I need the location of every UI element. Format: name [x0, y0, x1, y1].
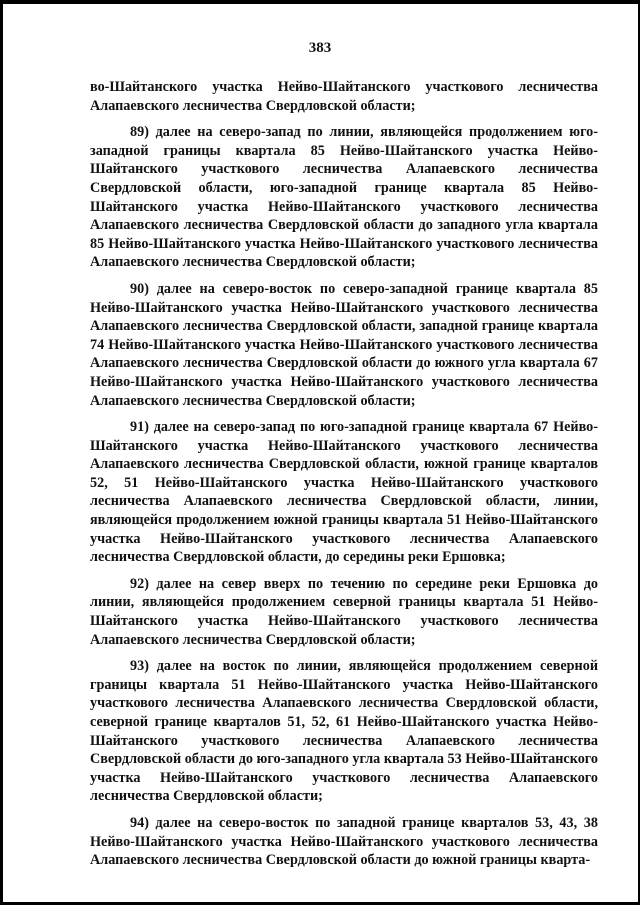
page-number: 383	[308, 40, 332, 56]
paragraph-item-93: 93) далее на восток по линии, являющейся продолжением северной границы квартала 51 Нейво-Шайтанского участка Нейво-Шайтанского участкового лесничества Алапаевского лесничества Свердловской области, северной границе кварталов 51, 52, 61 Нейво-Шайтанского участка Нейво-Шайтанского участкового лесничества Алапаевского лесничества Свердловской области до юго-западного угла квартала 53 Нейво-Шайтанского участка Нейво-Шайтанского участкового лесничества Алапаевского лесничества Свердловской области;	[90, 658, 598, 805]
document-body	[90, 78, 598, 878]
paragraph-item-94: 94) далее на северо-восток по западной границе кварталов 53, 43, 38 Нейво-Шайтанского участка Нейво-Шайтанского участкового лесничества Алапаевского лесничества Свердловской области до южной границы кварта-	[90, 814, 598, 869]
paragraph-item-91: 91) далее на северо-запад по юго-западной границе квартала 67 Нейво-Шайтанского участка Нейво-Шайтанского участкового лесничества Алапаевского лесничества Свердловской области, южной границе кварталов 52, 51 Нейво-Шайтанского участка Нейво-Шайтанского участкового лесничества Алапаевского лесничества Свердловской области, линии, являющейся продолжением южной границы квартала 51 Нейво-Шайтанского участка Нейво-Шайтанского участкового лесничества Алапаевского лесничества Свердловской области, до середины реки Ершовка;	[90, 419, 598, 566]
scan-border-left	[0, 0, 3, 905]
scan-border-top	[0, 0, 640, 4]
paragraph-continuation: во-Шайтанского участка Нейво-Шайтанского участкового лесничества Алапаевского лесничества Свердловской области;	[90, 79, 598, 114]
paragraph-item-92: 92) далее на север вверх по течению по середине реки Ершовка до линии, являющейся продолжением северной границы квартала 51 Нейво-Шайтанского участка Нейво-Шайтанского участкового лесничества Алапаевского лесничества Свердловской области;	[90, 575, 598, 648]
paragraph-item-89: 89) далее на северо-запад по линии, являющейся продолжением юго-западной границы квартала 85 Нейво-Шайтанского участка Нейво-Шайтанского участкового лесничества Алапаевского лесничества Свердловской области, юго-западной границе квартала 85 Нейво-Шайтанского участка Нейво-Шайтанского участкового лесничества Алапаевского лесничества Свердловской области до западного угла квартала 85 Нейво-Шайтанского участка Нейво-Шайтанского участкового лесничества Алапаевского лесничества Свердловской области;	[90, 124, 598, 271]
paragraph-item-90: 90) далее на северо-восток по северо-западной границе квартала 85 Нейво-Шайтанского участка Нейво-Шайтанского участкового лесничества Алапаевского лесничества Свердловской области, западной границе квартала 74 Нейво-Шайтанского участка Нейво-Шайтанского участкового лесничества Алапаевского лесничества Свердловской области до южного угла квартала 67 Нейво-Шайтанского участка Нейво-Шайтанского участкового лесничества Алапаевского лесничества Свердловской области;	[90, 280, 598, 409]
